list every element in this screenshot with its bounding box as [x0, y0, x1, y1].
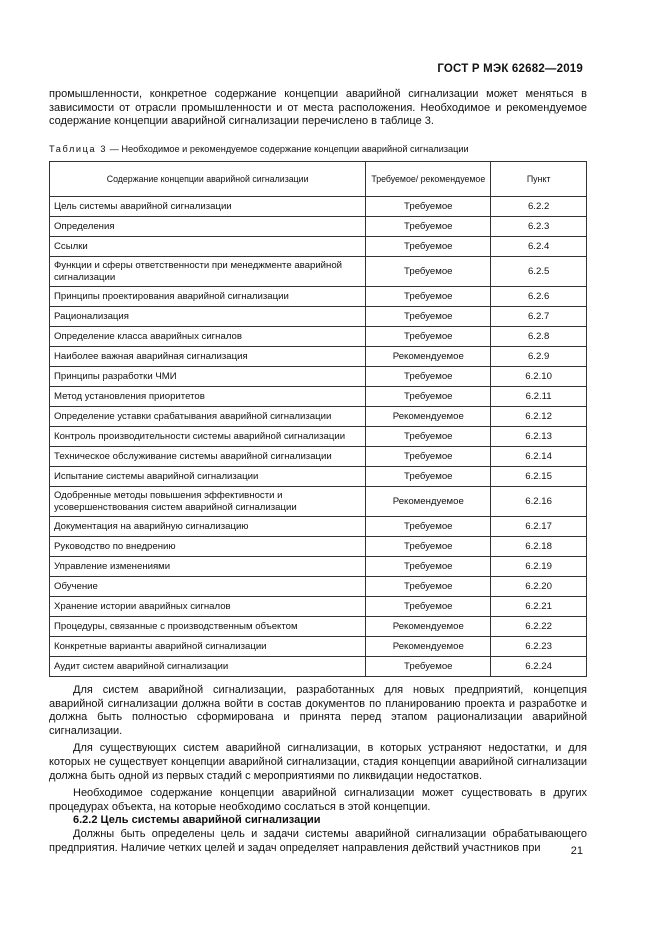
cell-clause: 6.2.15	[491, 467, 587, 487]
table-row	[50, 637, 587, 657]
cell-requirement: Требуемое	[366, 367, 491, 387]
cell-requirement: Требуемое	[366, 537, 491, 557]
table-caption-text: — Необходимое и рекомендуемое содержание концепции аварийной сигнализации	[107, 144, 469, 154]
cell-clause: 6.2.13	[491, 427, 587, 447]
header-content: Содержание концепции аварийной сигнализации	[50, 162, 366, 197]
cell-requirement: Требуемое	[366, 287, 491, 307]
table-row	[50, 237, 587, 257]
cell-requirement: Требуемое	[366, 327, 491, 347]
table-row	[50, 407, 587, 427]
cell-content: Наиболее важная аварийная сигнализация	[50, 347, 366, 367]
cell-clause: 6.2.5	[491, 257, 587, 287]
cell-requirement: Требуемое	[366, 197, 491, 217]
cell-requirement: Рекомендуемое	[366, 487, 491, 517]
cell-requirement: Требуемое	[366, 257, 491, 287]
cell-content: Принципы разработки ЧМИ	[50, 367, 366, 387]
cell-requirement: Рекомендуемое	[366, 347, 491, 367]
cell-content: Управление изменениями	[50, 557, 366, 577]
cell-clause: 6.2.19	[491, 557, 587, 577]
cell-content: Функции и сферы ответственности при менеджменте аварийной сигнализации	[50, 257, 366, 287]
cell-requirement: Требуемое	[366, 387, 491, 407]
cell-requirement: Требуемое	[366, 597, 491, 617]
cell-content: Ссылки	[50, 237, 366, 257]
content-table	[49, 161, 587, 677]
cell-clause: 6.2.24	[491, 657, 587, 677]
cell-content: Хранение истории аварийных сигналов	[50, 597, 366, 617]
table-row	[50, 557, 587, 577]
cell-content: Процедуры, связанные с производственным объектом	[50, 617, 366, 637]
table-row	[50, 217, 587, 237]
table-row	[50, 447, 587, 467]
paragraph-purpose: Должны быть определены цель и задачи системы аварийной сигнализации обрабатывающего предприятия. Наличие четких целей и задач определяет направления действий участников при	[49, 827, 587, 854]
paragraph-new-systems: Для систем аварийной сигнализации, разработанных для новых предприятий, концепция аварийной сигнализации должна войти в состав документов по планированию проекта и разработке и должна быть полностью сформирована и принята перед этапом рационализации аварийной сигнализации.	[49, 684, 587, 737]
cell-content: Аудит систем аварийной сигнализации	[50, 657, 366, 677]
cell-requirement: Требуемое	[366, 447, 491, 467]
table-row	[50, 467, 587, 487]
intro-paragraph: промышленности, конкретное содержание концепции аварийной сигнализации может меняться в зависимости от отрасли промышленности и от места расположения. Необходимое и рекомендуемое содержание концепции аварийной сигнализации перечислено в таблице 3.	[49, 88, 587, 128]
page-number: 21	[570, 845, 583, 857]
table-row	[50, 257, 587, 287]
cell-clause: 6.2.12	[491, 407, 587, 427]
cell-requirement: Требуемое	[366, 517, 491, 537]
cell-requirement: Требуемое	[366, 657, 491, 677]
table-header-row	[50, 162, 587, 197]
table-row	[50, 487, 587, 517]
cell-clause: 6.2.9	[491, 347, 587, 367]
header-required: Требуемое/ рекомендуемое	[366, 162, 491, 197]
table-row	[50, 387, 587, 407]
table-caption-label: Таблица 3	[49, 144, 108, 154]
cell-content: Определение уставки срабатывания аварийной сигнализации	[50, 407, 366, 427]
subsection-heading: 6.2.2 Цель системы аварийной сигнализации	[73, 814, 321, 827]
table-row	[50, 307, 587, 327]
cell-content: Принципы проектирования аварийной сигнализации	[50, 287, 366, 307]
cell-requirement: Рекомендуемое	[366, 407, 491, 427]
table-caption	[49, 144, 469, 154]
cell-requirement: Требуемое	[366, 217, 491, 237]
table-row	[50, 367, 587, 387]
cell-requirement: Требуемое	[366, 237, 491, 257]
table-row	[50, 427, 587, 447]
cell-content: Цель системы аварийной сигнализации	[50, 197, 366, 217]
cell-clause: 6.2.14	[491, 447, 587, 467]
paragraph-existing-systems: Для существующих систем аварийной сигнализации, в которых устраняют недостатки, и для которых не существует концепции аварийной сигнализации, стадия концепции аварийной сигнализации должна быть одной из первых стадий с мероприятиями по ликвидации недостатков.	[49, 742, 587, 782]
cell-clause: 6.2.17	[491, 517, 587, 537]
cell-clause: 6.2.6	[491, 287, 587, 307]
cell-requirement: Требуемое	[366, 557, 491, 577]
cell-content: Метод установления приоритетов	[50, 387, 366, 407]
cell-clause: 6.2.20	[491, 577, 587, 597]
cell-content: Обучение	[50, 577, 366, 597]
cell-clause: 6.2.11	[491, 387, 587, 407]
cell-content: Документация на аварийную сигнализацию	[50, 517, 366, 537]
cell-clause: 6.2.22	[491, 617, 587, 637]
cell-requirement: Требуемое	[366, 307, 491, 327]
cell-clause: 6.2.3	[491, 217, 587, 237]
table-row	[50, 327, 587, 347]
cell-content: Испытание системы аварийной сигнализации	[50, 467, 366, 487]
cell-requirement: Требуемое	[366, 577, 491, 597]
header-clause: Пункт	[491, 162, 587, 197]
table-row	[50, 577, 587, 597]
cell-clause: 6.2.2	[491, 197, 587, 217]
document-header: ГОСТ Р МЭК 62682—2019	[437, 63, 583, 75]
cell-content: Одобренные методы повышения эффективности и усовершенствования систем аварийной сигнализации	[50, 487, 366, 517]
cell-content: Рационализация	[50, 307, 366, 327]
table-row	[50, 287, 587, 307]
cell-requirement: Требуемое	[366, 427, 491, 447]
cell-content: Определение класса аварийных сигналов	[50, 327, 366, 347]
paragraph-other-procedures: Необходимое содержание концепции аварийной сигнализации может существовать в других процедурах объекта, на которые необходимо сослаться в этой концепции.	[49, 787, 587, 813]
cell-clause: 6.2.18	[491, 537, 587, 557]
cell-clause: 6.2.21	[491, 597, 587, 617]
cell-clause: 6.2.10	[491, 367, 587, 387]
body-text	[49, 684, 587, 859]
table-row	[50, 537, 587, 557]
table-row	[50, 597, 587, 617]
table-row	[50, 197, 587, 217]
cell-content: Конкретные варианты аварийной сигнализации	[50, 637, 366, 657]
table-body	[50, 197, 587, 677]
cell-content: Контроль производительности системы аварийной сигнализации	[50, 427, 366, 447]
cell-clause: 6.2.16	[491, 487, 587, 517]
cell-content: Определения	[50, 217, 366, 237]
cell-clause: 6.2.7	[491, 307, 587, 327]
cell-clause: 6.2.4	[491, 237, 587, 257]
cell-clause: 6.2.23	[491, 637, 587, 657]
cell-clause: 6.2.8	[491, 327, 587, 347]
table-row	[50, 617, 587, 637]
table-row	[50, 657, 587, 677]
cell-content: Руководство по внедрению	[50, 537, 366, 557]
cell-content: Техническое обслуживание системы аварийной сигнализации	[50, 447, 366, 467]
table-row	[50, 347, 587, 367]
cell-requirement: Рекомендуемое	[366, 637, 491, 657]
cell-requirement: Требуемое	[366, 467, 491, 487]
cell-requirement: Рекомендуемое	[366, 617, 491, 637]
table-row	[50, 517, 587, 537]
